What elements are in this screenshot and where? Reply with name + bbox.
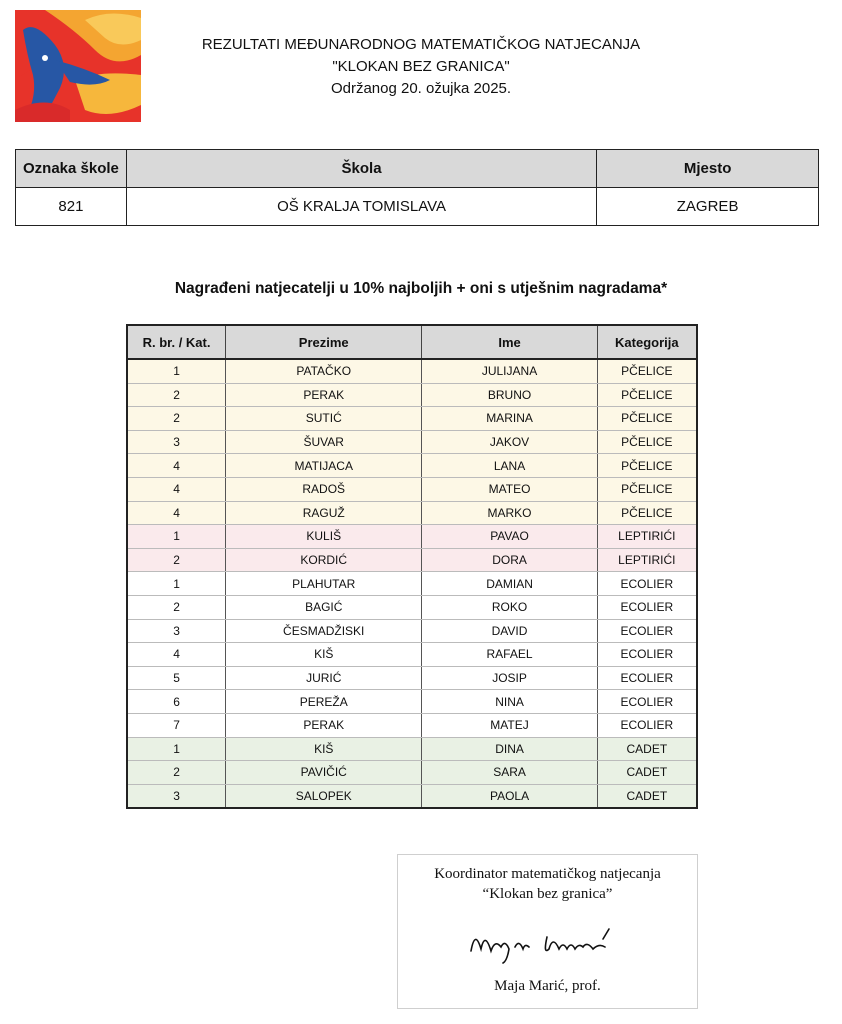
page-header bbox=[140, 34, 702, 100]
rank-cell: 4 bbox=[127, 643, 226, 667]
category-cell: ECOLIER bbox=[597, 690, 697, 714]
table-row bbox=[127, 548, 697, 572]
surname-cell: KIŠ bbox=[226, 643, 422, 667]
school-city-header: Mjesto bbox=[597, 150, 819, 188]
category-cell: PČELICE bbox=[597, 477, 697, 501]
coordinator-title: Koordinator matematičkog natjecanja bbox=[434, 866, 661, 882]
name-cell: DAVID bbox=[422, 619, 597, 643]
rank-cell: 2 bbox=[127, 595, 226, 619]
surname-cell: RAGUŽ bbox=[226, 501, 422, 525]
name-cell: MARKO bbox=[422, 501, 597, 525]
school-code: 821 bbox=[16, 188, 127, 226]
category-cell: CADET bbox=[597, 761, 697, 785]
name-cell: DAMIAN bbox=[422, 572, 597, 596]
table-row bbox=[127, 713, 697, 737]
coordinator-box bbox=[397, 854, 698, 1009]
category-cell: PČELICE bbox=[597, 454, 697, 478]
rank-cell: 2 bbox=[127, 761, 226, 785]
rank-cell: 2 bbox=[127, 548, 226, 572]
category-cell: LEPTIRIĆI bbox=[597, 525, 697, 549]
table-row bbox=[127, 407, 697, 431]
kangaroo-logo bbox=[15, 10, 141, 122]
name-cell: JAKOV bbox=[422, 430, 597, 454]
table-row bbox=[127, 430, 697, 454]
results-subtitle: Nagrađeni natjecatelji u 10% najboljih + oni s utješnim nagradama* bbox=[174, 280, 668, 297]
table-row bbox=[127, 690, 697, 714]
name-cell: NINA bbox=[422, 690, 597, 714]
results-table bbox=[126, 324, 698, 809]
school-name-header: Škola bbox=[126, 150, 596, 188]
surname-cell: ŠUVAR bbox=[226, 430, 422, 454]
category-cell: PČELICE bbox=[597, 359, 697, 383]
header-competition: "KLOKAN BEZ GRANICA" bbox=[332, 58, 510, 75]
surname-cell: PERAK bbox=[226, 383, 422, 407]
surname-cell: MATIJACA bbox=[226, 454, 422, 478]
surname-cell: PEREŽA bbox=[226, 690, 422, 714]
rank-cell: 2 bbox=[127, 407, 226, 431]
category-cell: ECOLIER bbox=[597, 595, 697, 619]
table-row bbox=[127, 784, 697, 808]
surname-cell: KORDIĆ bbox=[226, 548, 422, 572]
category-cell: PČELICE bbox=[597, 383, 697, 407]
name-cell: MATEO bbox=[422, 477, 597, 501]
category-cell: ECOLIER bbox=[597, 713, 697, 737]
name-cell: RAFAEL bbox=[422, 643, 597, 667]
table-row bbox=[127, 595, 697, 619]
name-cell: DORA bbox=[422, 548, 597, 572]
name-cell: PAOLA bbox=[422, 784, 597, 808]
surname-cell: JURIĆ bbox=[226, 666, 422, 690]
category-cell: PČELICE bbox=[597, 430, 697, 454]
category-cell: ECOLIER bbox=[597, 619, 697, 643]
surname-header: Prezime bbox=[226, 325, 422, 359]
rank-cell: 3 bbox=[127, 619, 226, 643]
name-cell: MARINA bbox=[422, 407, 597, 431]
category-cell: CADET bbox=[597, 784, 697, 808]
table-row bbox=[127, 666, 697, 690]
surname-cell: RADOŠ bbox=[226, 477, 422, 501]
table-row bbox=[127, 477, 697, 501]
category-cell: CADET bbox=[597, 737, 697, 761]
name-cell: BRUNO bbox=[422, 383, 597, 407]
surname-cell: BAGIĆ bbox=[226, 595, 422, 619]
rank-cell: 6 bbox=[127, 690, 226, 714]
name-cell: JULIJANA bbox=[422, 359, 597, 383]
school-city: ZAGREB bbox=[597, 188, 819, 226]
name-header: Ime bbox=[422, 325, 597, 359]
header-title: REZULTATI MEĐUNARODNOG MATEMATIČKOG NATJECANJA bbox=[201, 36, 641, 53]
name-cell: PAVAO bbox=[422, 525, 597, 549]
rank-cell: 4 bbox=[127, 477, 226, 501]
surname-cell: PERAK bbox=[226, 713, 422, 737]
rank-cell: 3 bbox=[127, 430, 226, 454]
header-date: Održanog 20. ožujka 2025. bbox=[330, 80, 512, 97]
rank-cell: 4 bbox=[127, 501, 226, 525]
rank-cell: 2 bbox=[127, 383, 226, 407]
table-row bbox=[127, 501, 697, 525]
coordinator-competition: “Klokan bez granica” bbox=[482, 886, 613, 902]
rank-cell: 5 bbox=[127, 666, 226, 690]
category-cell: ECOLIER bbox=[597, 572, 697, 596]
rank-cell: 1 bbox=[127, 572, 226, 596]
table-row bbox=[127, 454, 697, 478]
table-row bbox=[127, 619, 697, 643]
coordinator-name: Maja Marić, prof. bbox=[494, 978, 601, 994]
rank-cell: 4 bbox=[127, 454, 226, 478]
surname-cell: KIŠ bbox=[226, 737, 422, 761]
name-cell: DINA bbox=[422, 737, 597, 761]
name-cell: LANA bbox=[422, 454, 597, 478]
name-cell: JOSIP bbox=[422, 666, 597, 690]
surname-cell: PATAČKO bbox=[226, 359, 422, 383]
name-cell: MATEJ bbox=[422, 713, 597, 737]
surname-cell: PLAHUTAR bbox=[226, 572, 422, 596]
rank-cell: 1 bbox=[127, 525, 226, 549]
table-row bbox=[127, 525, 697, 549]
name-cell: SARA bbox=[422, 761, 597, 785]
table-row bbox=[127, 761, 697, 785]
category-cell: ECOLIER bbox=[597, 666, 697, 690]
category-cell: PČELICE bbox=[597, 501, 697, 525]
surname-cell: SALOPEK bbox=[226, 784, 422, 808]
table-row bbox=[127, 383, 697, 407]
school-table bbox=[15, 149, 819, 226]
surname-cell: ČESMADŽISKI bbox=[226, 619, 422, 643]
table-row bbox=[127, 572, 697, 596]
category-cell: LEPTIRIĆI bbox=[597, 548, 697, 572]
signature bbox=[463, 921, 633, 965]
surname-cell: SUTIĆ bbox=[226, 407, 422, 431]
rank-cell: 1 bbox=[127, 359, 226, 383]
name-cell: ROKO bbox=[422, 595, 597, 619]
school-code-header: Oznaka škole bbox=[16, 150, 127, 188]
category-cell: PČELICE bbox=[597, 407, 697, 431]
table-row bbox=[127, 643, 697, 667]
category-cell: ECOLIER bbox=[597, 643, 697, 667]
rank-cell: 1 bbox=[127, 737, 226, 761]
rank-header: R. br. / Kat. bbox=[127, 325, 226, 359]
rank-cell: 3 bbox=[127, 784, 226, 808]
surname-cell: KULIŠ bbox=[226, 525, 422, 549]
table-row bbox=[127, 737, 697, 761]
category-header: Kategorija bbox=[597, 325, 697, 359]
rank-cell: 7 bbox=[127, 713, 226, 737]
table-row bbox=[127, 359, 697, 383]
school-name: OŠ KRALJA TOMISLAVA bbox=[126, 188, 596, 226]
surname-cell: PAVIČIĆ bbox=[226, 761, 422, 785]
